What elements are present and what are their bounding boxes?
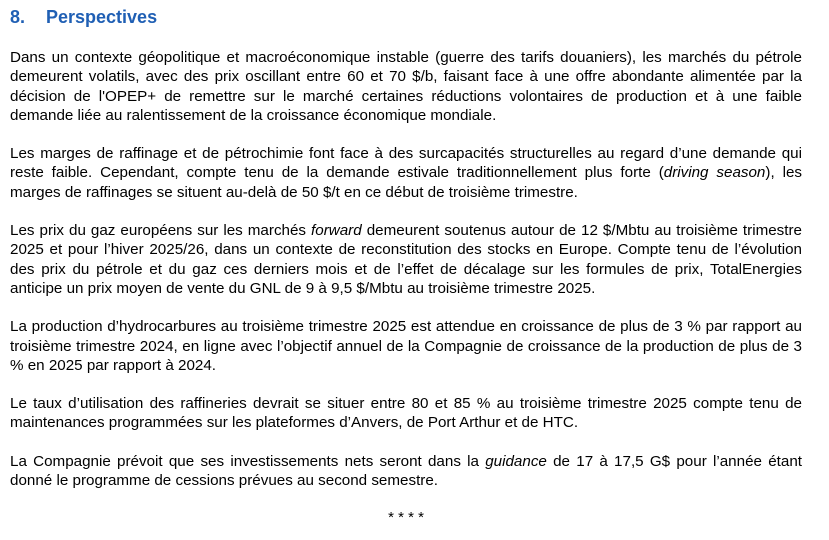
section-number: 8. bbox=[10, 7, 26, 27]
paragraph-italic-term: driving season bbox=[663, 164, 766, 182]
paragraph-text: Dans un contexte géopolitique et macroéconomique instable (guerre des tarifs douaniers), les marchés du pétrole demeurent volatils, avec des prix oscillant entre 60 et 70 $/b, faisant face à une offre abondante alimentée par la décision de l'OPEP+ de remettre sur le marché certaines réductions volontaires de production et à une faible demande liée au ralentissement de la croissance économique mondiale. bbox=[10, 49, 802, 124]
paragraph-net-investments bbox=[10, 452, 802, 491]
paragraph-refining-margins bbox=[10, 144, 802, 202]
paragraph-gas-prices bbox=[10, 221, 802, 298]
section-title: Perspectives bbox=[46, 7, 158, 27]
paragraph-text: La Compagnie prévoit que ses investissements nets seront dans la bbox=[10, 452, 486, 470]
section-separator: * * * * bbox=[388, 509, 424, 527]
paragraph-text: Les marges de raffinage et de pétrochimie font face à des surcapacités structurelles au regard d’une demande qui reste faible. Cependant, compte tenu de la demande estivale traditionnellement plus forte ( bbox=[10, 145, 802, 182]
paragraph-oil-markets bbox=[10, 48, 802, 125]
paragraph-text: demeurent soutenus autour de 12 $/Mbtu au troisième trimestre 2025 et pour l’hiver 2025/26, dans un contexte de reconstitution des stocks en Europe. Compte tenu de l’évolution des prix du pétrole et du gaz ces derniers mois et de l’effet de décalage sur les formules de prix, TotalEnergies anticipe un prix moyen de vente du GNL de 9 à 9,5 $/Mbtu au troisième trimestre 2025. bbox=[10, 222, 802, 297]
paragraph-italic-term: guidance bbox=[485, 452, 547, 470]
paragraph-text: La production d’hydrocarbures au troisième trimestre 2025 est attendue en croissance de plus de 3 % par rapport au troisième trimestre 2024, en ligne avec l’objectif annuel de la Compagnie de croissance de la production de plus de 3 % en 2025 par rapport à 2024. bbox=[10, 318, 802, 374]
paragraph-text: Les prix du gaz européens sur les marchés bbox=[10, 222, 312, 240]
paragraph-refinery-utilization bbox=[10, 394, 802, 433]
paragraph-text: Le taux d’utilisation des raffineries devrait se situer entre 80 et 85 % au troisième trimestre 2025 compte tenu de maintenances programmées sur les plateformes d’Anvers, de Port Arthur et de HTC. bbox=[10, 395, 802, 432]
document-page bbox=[10, 6, 802, 527]
paragraph-text: ), les marges de raffinages se situent au-delà de 50 $/t en ce début de troisième trimestre. bbox=[10, 164, 802, 201]
paragraph-text: de 17 à 17,5 G$ pour l’année étant donné le programme de cessions prévues au second semestre. bbox=[10, 452, 802, 490]
paragraph-hydrocarbon-production bbox=[10, 317, 802, 375]
section-heading bbox=[10, 6, 802, 28]
paragraph-italic-term: forward bbox=[311, 222, 362, 240]
